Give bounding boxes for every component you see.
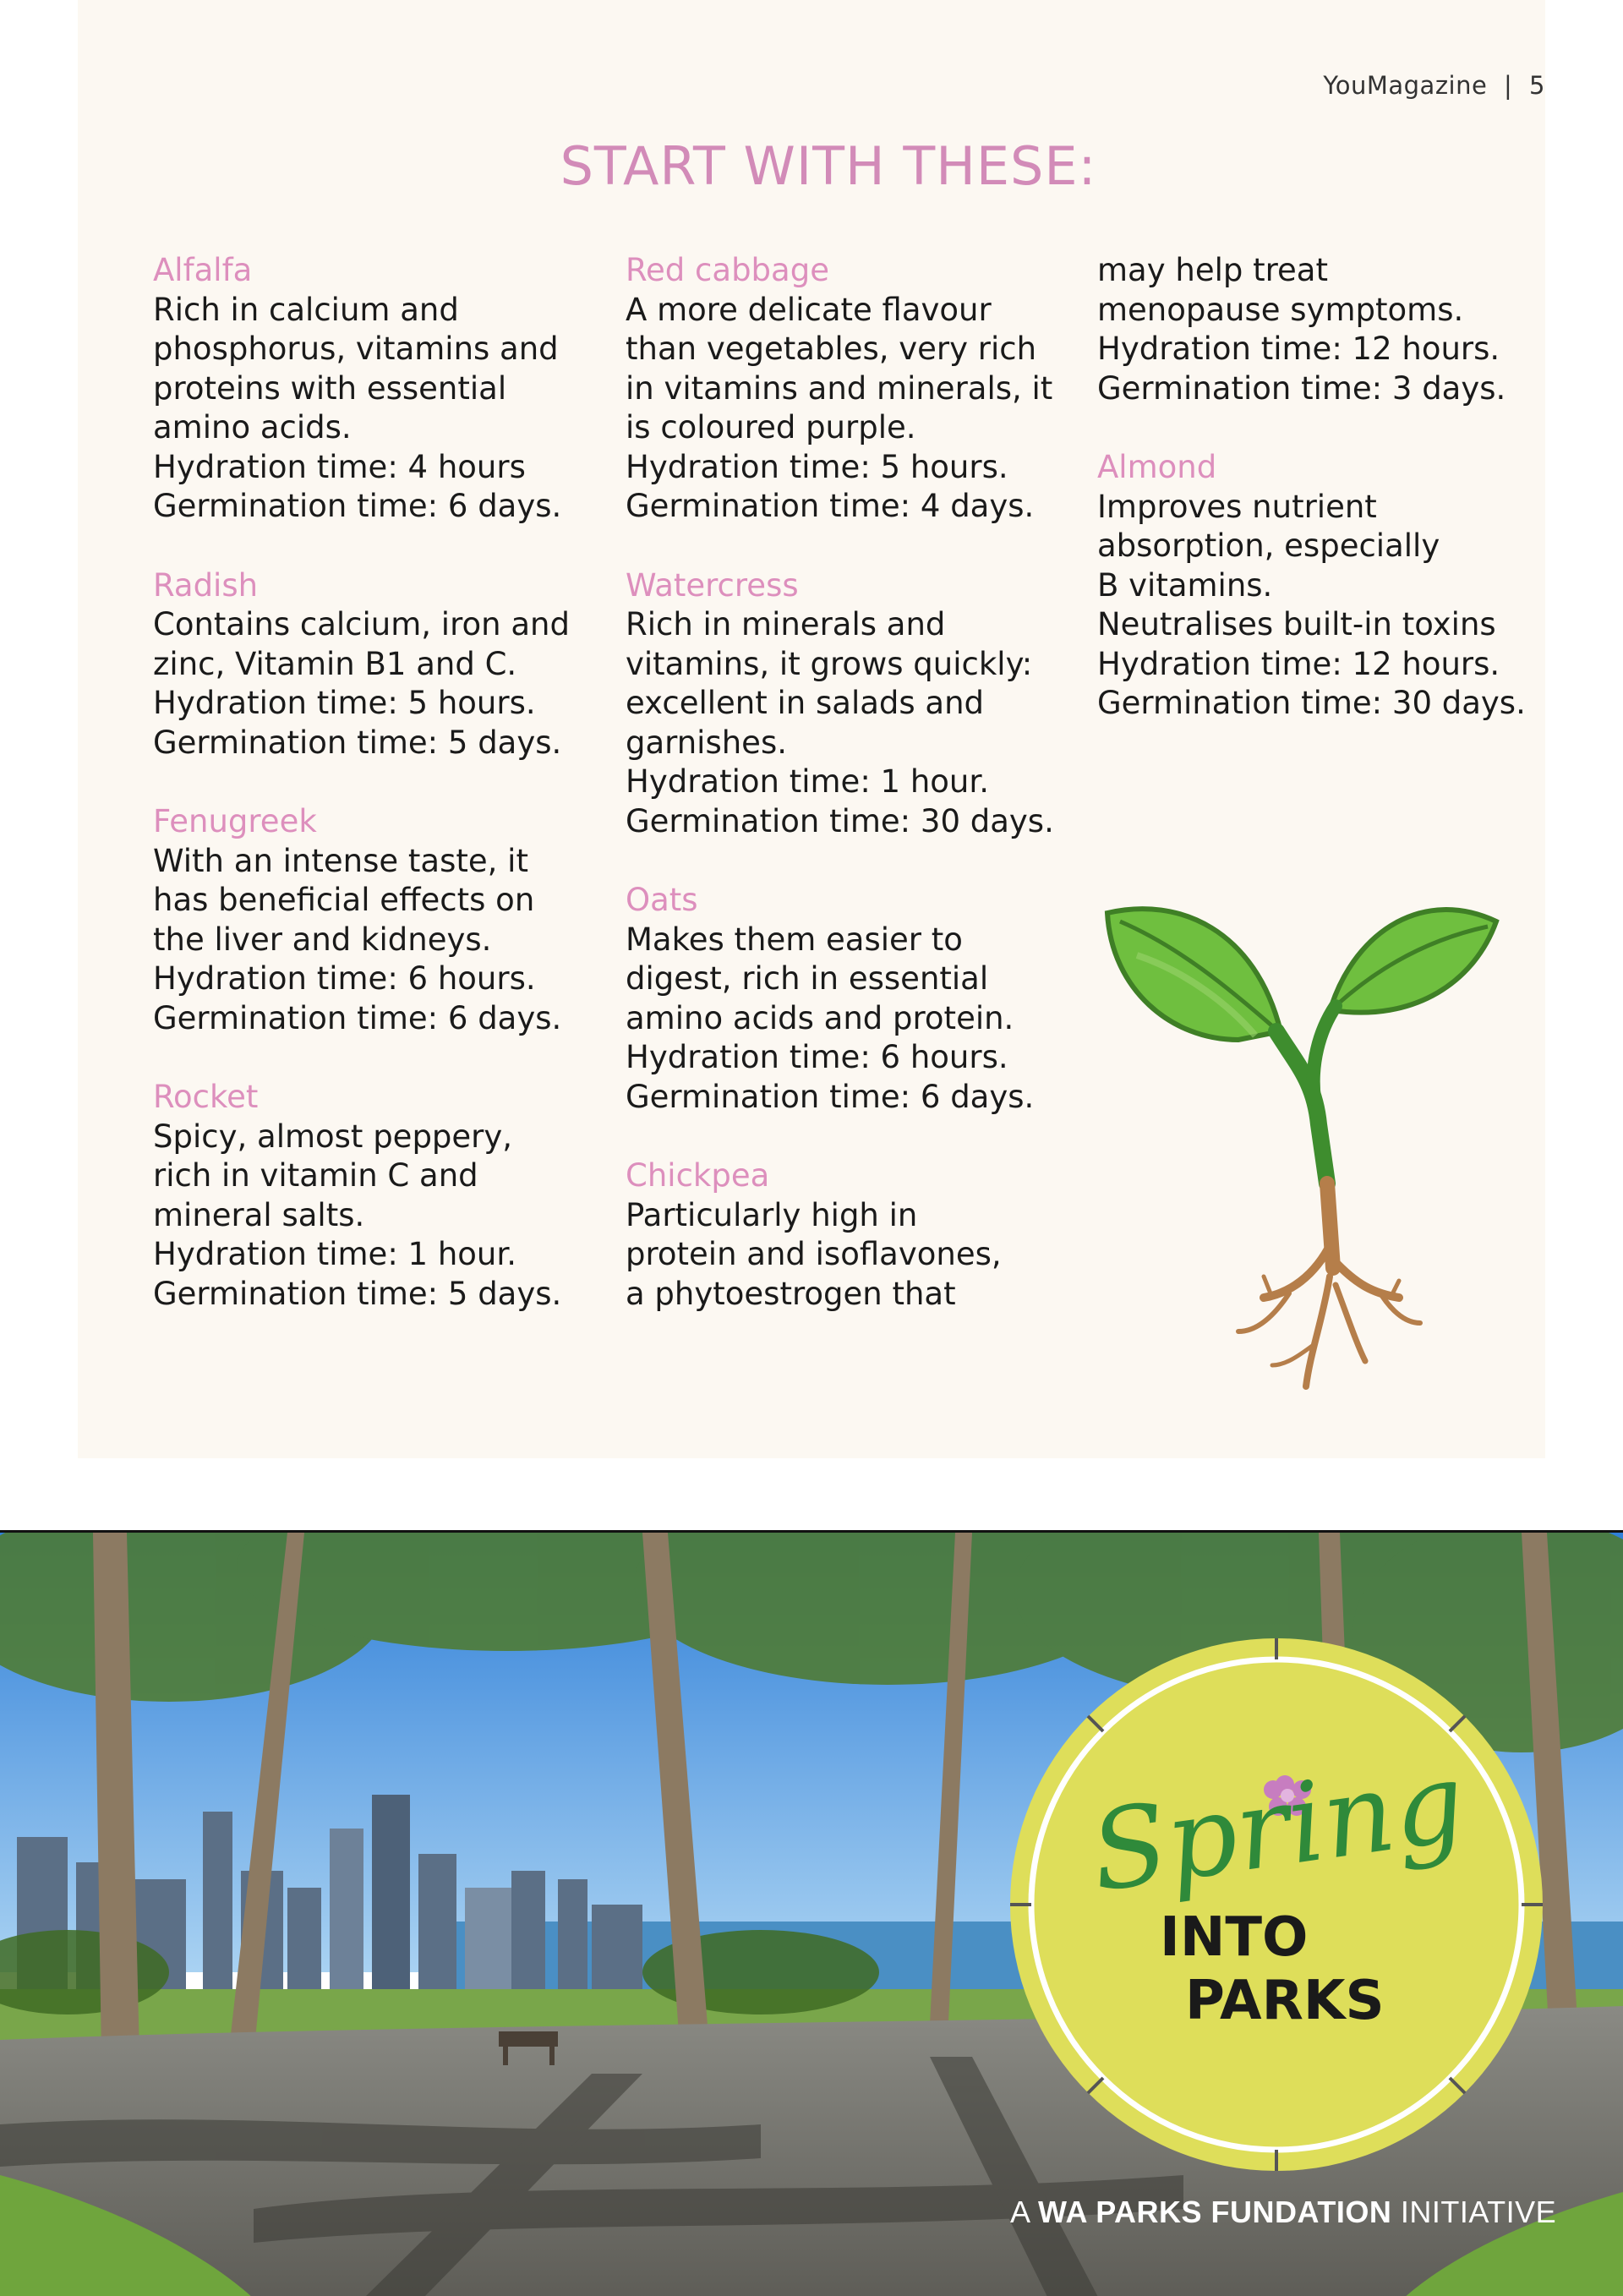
sprout-entry-line: zinc, Vitamin B1 and C. — [153, 645, 517, 682]
sprout-entry-title: Rocket — [153, 1079, 259, 1115]
magazine-name: YouMagazine — [1323, 71, 1488, 100]
sprout-entry-line: in vitamins and minerals, it — [626, 369, 1053, 407]
sprout-entry-line: is coloured purple. — [626, 409, 916, 446]
column-1 — [153, 251, 601, 1353]
sprout-entry-line: phosphorus, vitamins and — [153, 331, 559, 367]
park-photo-banner — [0, 1530, 1623, 2296]
sprout-entry-title: Alfalfa — [153, 252, 253, 288]
sprout-entry-title: Watercress — [626, 566, 799, 604]
sprout-entry-line: amino acids. — [153, 409, 352, 446]
sprout-entry — [626, 881, 1074, 1117]
roots-icon — [1238, 1184, 1420, 1386]
sprout-entry-line: mineral salts. — [153, 1196, 365, 1233]
page-separator: | — [1504, 71, 1513, 100]
page-number-value: 5 — [1529, 71, 1545, 100]
sprout-entry-line: Germination time: 30 days. — [626, 802, 1054, 839]
sprout-illustration — [1103, 871, 1500, 1395]
sprout-entry-line: Improves nutrient — [1097, 488, 1377, 525]
sprout-entry-line: Hydration time: 1 hour. — [626, 763, 989, 800]
sprout-entry-line: may help treat — [1097, 252, 1328, 288]
sprout-entry-line: Spicy, almost peppery, — [153, 1118, 513, 1155]
sprout-entry-line: Germination time: 5 days. — [153, 1275, 562, 1312]
sprout-entry-line: Hydration time: 12 hours. — [1097, 645, 1500, 682]
tagline-prefix: A — [1010, 2195, 1039, 2229]
sprout-entry-line: amino acids and protein. — [626, 999, 1014, 1036]
sprout-entry-title: Radish — [153, 566, 259, 604]
spring-into-parks-badge — [1010, 1638, 1543, 2171]
sprout-entry-title: Fenugreek — [153, 803, 317, 839]
sprout-entry-title: Almond — [1097, 449, 1217, 485]
sprout-entry-line: Germination time: 6 days. — [153, 999, 562, 1036]
sprout-entry-line: Hydration time: 4 hours — [153, 448, 526, 485]
badge-into-text: INTO — [1160, 1906, 1309, 1969]
sprout-entry-title: Oats — [626, 882, 698, 918]
sprout-entry — [153, 566, 601, 763]
sprout-entry-line: Neutralises built-in toxins — [1097, 606, 1496, 642]
sprout-entry-line: Hydration time: 6 hours. — [626, 1039, 1008, 1075]
sprout-entry — [626, 1156, 1074, 1314]
sprout-entry — [626, 566, 1074, 842]
sprout-entry-line: Particularly high in — [626, 1196, 918, 1233]
tagline-org: WA PARKS FUNDATION — [1038, 2195, 1392, 2229]
sprout-entry-line: Hydration time: 1 hour. — [153, 1236, 516, 1272]
sprout-entry-line: A more delicate flavour — [626, 291, 992, 328]
sprout-entry-line: With an intense taste, it — [153, 842, 528, 879]
sprout-entry-line: excellent in salads and — [626, 685, 985, 721]
sprout-entry-line: vitamins, it grows quickly: — [626, 645, 1033, 682]
sprout-entry-line: rich in vitamin C and — [153, 1157, 478, 1194]
sprout-entry-line: Hydration time: 5 hours. — [153, 685, 536, 721]
page-number — [1323, 71, 1545, 100]
sprout-entry-line: menopause symptoms. — [1097, 291, 1464, 328]
sprout-entry-line: Hydration time: 6 hours. — [153, 960, 536, 997]
sprout-entry — [153, 251, 601, 527]
sprout-entry-line: B vitamins. — [1097, 566, 1273, 604]
sprout-entry-line: Rich in minerals and — [626, 606, 946, 642]
sprout-entry-line: Hydration time: 5 hours. — [626, 448, 1008, 485]
sprout-entry-line: a phytoestrogen that — [626, 1275, 956, 1312]
column-2 — [626, 251, 1074, 1353]
column-3 — [1097, 251, 1545, 763]
sprout-entry-line: proteins with essential — [153, 369, 507, 407]
sprout-entry-line: garnishes. — [626, 724, 787, 761]
sprout-entry-line: Makes them easier to — [626, 921, 963, 958]
sprout-entry-line: Rich in calcium and — [153, 291, 459, 328]
sprout-entry-line: Germination time: 5 days. — [153, 724, 562, 761]
sprout-entry — [1097, 448, 1545, 724]
badge-parks-text: PARKS — [1185, 1970, 1385, 2032]
sprout-entry-line: has beneficial effects on — [153, 882, 535, 918]
tagline-suffix: INITIATIVE — [1391, 2195, 1557, 2229]
sprout-entry-line: Germination time: 3 days. — [1097, 369, 1506, 407]
sprout-entry-line: digest, rich in essential — [626, 960, 989, 997]
left-leaf-icon — [1107, 909, 1281, 1040]
park-scene — [0, 1533, 1623, 2296]
sprout-entry-line: Hydration time: 12 hours. — [1097, 331, 1500, 367]
sprout-entry-line: the liver and kidneys. — [153, 921, 492, 958]
sprout-entry-line: Contains calcium, iron and — [153, 606, 570, 642]
sprout-entry-title: Red cabbage — [626, 252, 829, 288]
sprout-entry-line: Germination time: 6 days. — [626, 1078, 1035, 1115]
initiative-tagline — [1010, 2195, 1556, 2230]
sprout-entry-line: than vegetables, very rich — [626, 331, 1037, 367]
sprout-entry — [1097, 251, 1545, 408]
sprout-entry-line: Germination time: 4 days. — [626, 488, 1035, 524]
sprout-entry-line: absorption, especially — [1097, 528, 1440, 564]
right-leaf-icon — [1331, 910, 1496, 1013]
sprout-entry — [153, 1078, 601, 1314]
sprout-entry-line: Germination time: 30 days. — [1097, 685, 1526, 721]
page-title: START WITH THESE: — [560, 135, 1097, 197]
sprout-entry-line: protein and isoflavones, — [626, 1236, 1002, 1272]
sprout-entry — [153, 802, 601, 1038]
badge-spring-text: Spring — [1083, 1736, 1473, 1917]
sprout-entry-title: Chickpea — [626, 1157, 770, 1194]
sprout-entry — [626, 251, 1074, 527]
sprout-entry-line: Germination time: 6 days. — [153, 488, 562, 524]
